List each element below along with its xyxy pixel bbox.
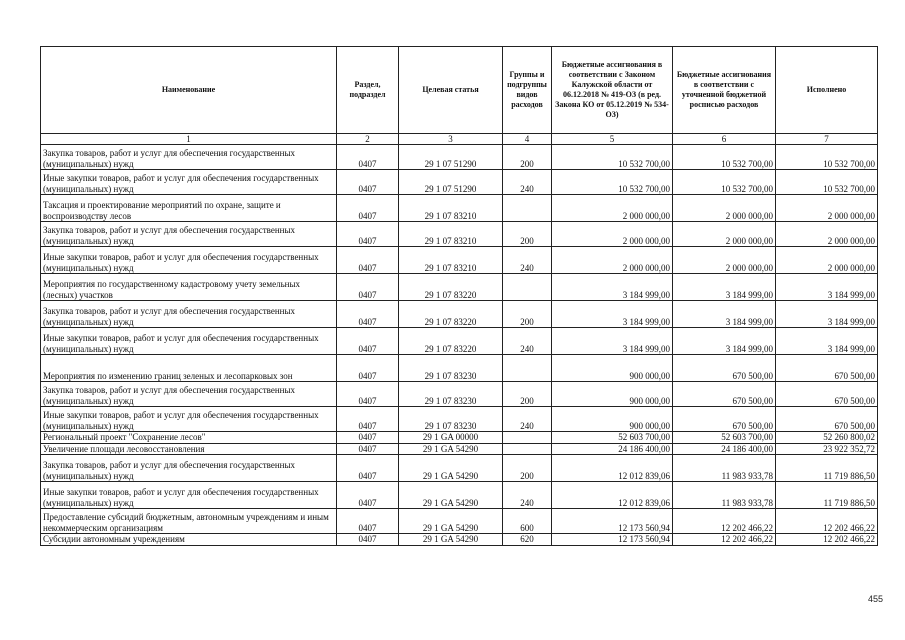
row-executed: 2 000 000,00	[776, 222, 878, 247]
column-number: 6	[673, 134, 776, 145]
row-group: 240	[503, 328, 552, 355]
row-article: 29 1 GA 54290	[399, 482, 503, 509]
row-article: 29 1 07 83220	[399, 301, 503, 328]
row-group: 200	[503, 455, 552, 482]
row-name: Субсидии автономным учреждениям	[41, 534, 337, 546]
row-executed: 11 719 886,50	[776, 482, 878, 509]
column-number: 3	[399, 134, 503, 145]
row-group: 240	[503, 482, 552, 509]
row-refined: 12 202 466,22	[673, 534, 776, 546]
row-section: 0407	[337, 382, 399, 407]
row-section: 0407	[337, 534, 399, 546]
row-name: Иные закупки товаров, работ и услуг для обеспечения государственных (муниципальных) нужд	[41, 247, 337, 274]
row-article: 29 1 07 83220	[399, 328, 503, 355]
row-refined: 2 000 000,00	[673, 222, 776, 247]
row-article: 29 1 GA 00000	[399, 432, 503, 444]
row-name: Таксация и проектирование мероприятий по охране, защите и воспроизводству лесов	[41, 195, 337, 222]
row-section: 0407	[337, 432, 399, 444]
page-number: 455	[868, 594, 884, 604]
table-row	[41, 145, 878, 170]
header-target-article: Целевая статья	[399, 47, 503, 134]
row-group: 200	[503, 382, 552, 407]
row-refined: 2 000 000,00	[673, 247, 776, 274]
column-number: 1	[41, 134, 337, 145]
table-row	[41, 509, 878, 534]
row-group	[503, 432, 552, 444]
row-executed: 10 532 700,00	[776, 170, 878, 195]
table-row	[41, 482, 878, 509]
row-law: 52 603 700,00	[552, 432, 673, 444]
row-section: 0407	[337, 328, 399, 355]
row-section: 0407	[337, 247, 399, 274]
table-row	[41, 247, 878, 274]
table-row	[41, 455, 878, 482]
row-group	[503, 443, 552, 455]
row-executed: 670 500,00	[776, 355, 878, 382]
header-name: Наименование	[41, 47, 337, 134]
row-executed: 2 000 000,00	[776, 195, 878, 222]
budget-table	[40, 46, 878, 546]
column-number: 2	[337, 134, 399, 145]
row-article: 29 1 07 83210	[399, 247, 503, 274]
row-group	[503, 274, 552, 301]
row-law: 900 000,00	[552, 382, 673, 407]
table-row	[41, 170, 878, 195]
row-group: 200	[503, 222, 552, 247]
row-name: Закупка товаров, работ и услуг для обеспечения государственных (муниципальных) нужд	[41, 222, 337, 247]
row-group: 200	[503, 301, 552, 328]
row-name: Мероприятия по изменению границ зеленых и лесопарковых зон	[41, 355, 337, 382]
row-name: Закупка товаров, работ и услуг для обеспечения государственных (муниципальных) нужд	[41, 455, 337, 482]
row-executed: 11 719 886,50	[776, 455, 878, 482]
row-refined: 10 532 700,00	[673, 170, 776, 195]
row-group	[503, 355, 552, 382]
row-article: 29 1 07 83230	[399, 407, 503, 432]
row-article: 29 1 07 83210	[399, 195, 503, 222]
row-executed: 670 500,00	[776, 407, 878, 432]
row-law: 900 000,00	[552, 407, 673, 432]
row-group: 600	[503, 509, 552, 534]
row-section: 0407	[337, 482, 399, 509]
row-article: 29 1 07 51290	[399, 145, 503, 170]
row-law: 10 532 700,00	[552, 145, 673, 170]
header-expense-groups: Группы и подгруппы видов расходов	[503, 47, 552, 134]
row-group	[503, 195, 552, 222]
row-law: 10 532 700,00	[552, 170, 673, 195]
row-law: 2 000 000,00	[552, 247, 673, 274]
row-section: 0407	[337, 301, 399, 328]
row-article: 29 1 07 83230	[399, 355, 503, 382]
row-article: 29 1 07 83220	[399, 274, 503, 301]
header-executed: Исполнено	[776, 47, 878, 134]
table-header-row	[41, 47, 878, 134]
row-refined: 52 603 700,00	[673, 432, 776, 444]
row-refined: 670 500,00	[673, 355, 776, 382]
row-refined: 3 184 999,00	[673, 328, 776, 355]
table-row	[41, 355, 878, 382]
row-law: 900 000,00	[552, 355, 673, 382]
column-number: 5	[552, 134, 673, 145]
table-row	[41, 301, 878, 328]
row-name: Мероприятия по государственному кадастровому учету земельных (лесных) участков	[41, 274, 337, 301]
row-group: 240	[503, 407, 552, 432]
row-section: 0407	[337, 509, 399, 534]
row-name: Иные закупки товаров, работ и услуг для обеспечения государственных (муниципальных) нужд	[41, 407, 337, 432]
row-law: 3 184 999,00	[552, 328, 673, 355]
row-executed: 3 184 999,00	[776, 301, 878, 328]
row-section: 0407	[337, 407, 399, 432]
table-row	[41, 443, 878, 455]
column-number: 4	[503, 134, 552, 145]
row-name: Закупка товаров, работ и услуг для обеспечения государственных (муниципальных) нужд	[41, 145, 337, 170]
row-law: 12 012 839,06	[552, 455, 673, 482]
row-group: 240	[503, 247, 552, 274]
row-executed: 12 202 466,22	[776, 509, 878, 534]
row-law: 3 184 999,00	[552, 301, 673, 328]
row-section: 0407	[337, 195, 399, 222]
table-row	[41, 222, 878, 247]
row-law: 12 012 839,06	[552, 482, 673, 509]
row-name: Региональный проект "Сохранение лесов"	[41, 432, 337, 444]
row-section: 0407	[337, 222, 399, 247]
table-row	[41, 195, 878, 222]
row-law: 24 186 400,00	[552, 443, 673, 455]
column-number-row	[41, 134, 878, 145]
header-budget-law: Бюджетные ассигнования в соответствии с Законом Калужской области от 06.12.2018 № 419-ОЗ (в ред. Закона КО от 05.12.2019 № 534-ОЗ)	[552, 47, 673, 134]
table-row	[41, 407, 878, 432]
row-executed: 23 922 352,72	[776, 443, 878, 455]
row-law: 12 173 560,94	[552, 509, 673, 534]
row-refined: 2 000 000,00	[673, 195, 776, 222]
row-refined: 10 532 700,00	[673, 145, 776, 170]
row-name: Предоставление субсидий бюджетным, автономным учреждениям и иным некоммерческим организациям	[41, 509, 337, 534]
row-group: 200	[503, 145, 552, 170]
row-executed: 3 184 999,00	[776, 274, 878, 301]
row-executed: 670 500,00	[776, 382, 878, 407]
row-executed: 12 202 466,22	[776, 534, 878, 546]
row-executed: 52 260 800,02	[776, 432, 878, 444]
column-number: 7	[776, 134, 878, 145]
row-refined: 11 983 933,78	[673, 455, 776, 482]
row-refined: 12 202 466,22	[673, 509, 776, 534]
table-row	[41, 328, 878, 355]
row-name: Закупка товаров, работ и услуг для обеспечения государственных (муниципальных) нужд	[41, 382, 337, 407]
row-law: 3 184 999,00	[552, 274, 673, 301]
row-article: 29 1 GA 54290	[399, 509, 503, 534]
row-name: Иные закупки товаров, работ и услуг для обеспечения государственных (муниципальных) нужд	[41, 328, 337, 355]
header-budget-refined: Бюджетные ассигнования в соответствии с уточненной бюджетной росписью расходов	[673, 47, 776, 134]
table-row	[41, 534, 878, 546]
row-law: 2 000 000,00	[552, 222, 673, 247]
row-law: 2 000 000,00	[552, 195, 673, 222]
row-refined: 3 184 999,00	[673, 274, 776, 301]
row-article: 29 1 07 51290	[399, 170, 503, 195]
row-section: 0407	[337, 170, 399, 195]
row-name: Закупка товаров, работ и услуг для обеспечения государственных (муниципальных) нужд	[41, 301, 337, 328]
row-article: 29 1 07 83210	[399, 222, 503, 247]
row-section: 0407	[337, 274, 399, 301]
row-executed: 2 000 000,00	[776, 247, 878, 274]
row-law: 12 173 560,94	[552, 534, 673, 546]
row-section: 0407	[337, 455, 399, 482]
table-row	[41, 382, 878, 407]
row-refined: 11 983 933,78	[673, 482, 776, 509]
row-article: 29 1 GA 54290	[399, 534, 503, 546]
row-name: Иные закупки товаров, работ и услуг для обеспечения государственных (муниципальных) нужд	[41, 482, 337, 509]
row-article: 29 1 07 83230	[399, 382, 503, 407]
row-section: 0407	[337, 355, 399, 382]
table-row	[41, 274, 878, 301]
row-refined: 3 184 999,00	[673, 301, 776, 328]
row-section: 0407	[337, 145, 399, 170]
row-name: Иные закупки товаров, работ и услуг для обеспечения государственных (муниципальных) нужд	[41, 170, 337, 195]
row-section: 0407	[337, 443, 399, 455]
row-refined: 670 500,00	[673, 382, 776, 407]
row-executed: 10 532 700,00	[776, 145, 878, 170]
row-name: Увеличение площади лесовосстановления	[41, 443, 337, 455]
row-executed: 3 184 999,00	[776, 328, 878, 355]
row-article: 29 1 GA 54290	[399, 443, 503, 455]
row-refined: 670 500,00	[673, 407, 776, 432]
row-article: 29 1 GA 54290	[399, 455, 503, 482]
header-section: Раздел, подраздел	[337, 47, 399, 134]
table-row	[41, 432, 878, 444]
row-group: 240	[503, 170, 552, 195]
row-group: 620	[503, 534, 552, 546]
row-refined: 24 186 400,00	[673, 443, 776, 455]
